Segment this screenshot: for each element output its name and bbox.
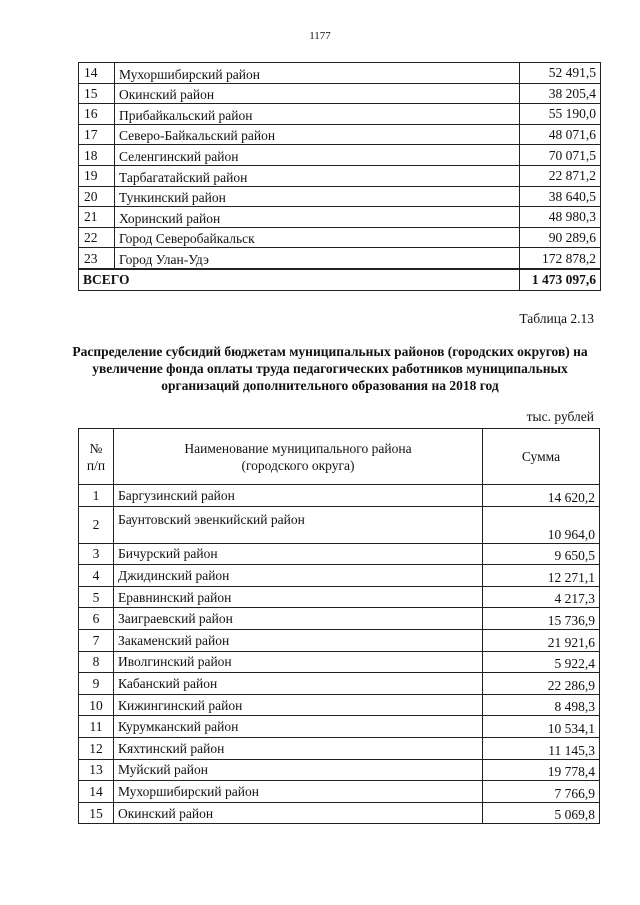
header-name [114, 429, 483, 485]
amount: 21 921,6 [483, 629, 600, 651]
row-number: 22 [79, 227, 115, 248]
row-number: 16 [79, 104, 115, 125]
row-number: 4 [79, 565, 114, 587]
amount: 12 271,1 [483, 565, 600, 587]
row-number: 9 [79, 673, 114, 695]
district-name: Хоринский район [115, 207, 520, 228]
amount: 4 217,3 [483, 586, 600, 608]
header-name-line2: (городского округа) [241, 457, 355, 473]
row-number: 19 [79, 165, 115, 186]
district-name: Муйский район [114, 759, 483, 781]
amount: 8 498,3 [483, 694, 600, 716]
amount: 5 922,4 [483, 651, 600, 673]
amount: 48 071,6 [520, 124, 601, 145]
district-name: Кижингинский район [114, 694, 483, 716]
table-row [79, 759, 600, 781]
row-number: 6 [79, 608, 114, 630]
table-row [79, 802, 600, 824]
total-label: ВСЕГО [79, 269, 520, 290]
row-number: 14 [79, 63, 115, 84]
table-caption: Таблица 2.13 [519, 311, 594, 326]
row-number: 15 [79, 802, 114, 824]
district-name: Город Северобайкальск [115, 227, 520, 248]
row-number: 1 [79, 485, 114, 507]
table-row [79, 673, 600, 695]
table-row [79, 104, 601, 125]
district-name: Город Улан-Удэ [115, 248, 520, 269]
units-label: тыс. рублей [526, 409, 594, 424]
amount: 11 145,3 [483, 737, 600, 759]
district-name: Закаменский район [114, 629, 483, 651]
row-number: 23 [79, 248, 115, 269]
district-name: Бичурский район [114, 543, 483, 565]
amount: 52 491,5 [520, 63, 601, 84]
table-row [79, 165, 601, 186]
district-name: Тарбагатайский район [115, 165, 520, 186]
table-row [79, 63, 601, 84]
amount: 172 878,2 [520, 248, 601, 269]
row-number: 21 [79, 207, 115, 228]
header-num [79, 429, 114, 485]
table-row [79, 586, 600, 608]
table-row [79, 737, 600, 759]
district-name: Окинский район [114, 802, 483, 824]
district-name: Селенгинский район [115, 145, 520, 166]
amount: 38 205,4 [520, 83, 601, 104]
header-num-symbol: № [89, 440, 103, 456]
table-row [79, 227, 601, 248]
row-number: 2 [79, 506, 114, 543]
row-number: 3 [79, 543, 114, 565]
table-row [79, 781, 600, 803]
amount: 10 534,1 [483, 716, 600, 738]
district-name: Еравнинский район [114, 586, 483, 608]
row-number: 12 [79, 737, 114, 759]
table-row [79, 629, 600, 651]
amount: 10 964,0 [483, 506, 600, 543]
amount: 22 871,2 [520, 165, 601, 186]
table-row [79, 83, 601, 104]
district-name: Мухоршибирский район [114, 781, 483, 803]
amount: 7 766,9 [483, 781, 600, 803]
district-name: Баргузинский район [114, 485, 483, 507]
amount: 38 640,5 [520, 186, 601, 207]
header-name-line1: Наименование муниципального района [184, 440, 412, 456]
table-row [79, 145, 601, 166]
amount: 90 289,6 [520, 227, 601, 248]
district-name: Кабанский район [114, 673, 483, 695]
district-name: Курумканский район [114, 716, 483, 738]
subsidy-table-continued [78, 62, 601, 291]
row-number: 20 [79, 186, 115, 207]
district-name: Тункинский район [115, 186, 520, 207]
table-row [79, 565, 600, 587]
district-name: Северо-Байкальский район [115, 124, 520, 145]
total-amount: 1 473 097,6 [520, 269, 601, 290]
district-name: Заиграевский район [114, 608, 483, 630]
table-row [79, 694, 600, 716]
amount: 15 736,9 [483, 608, 600, 630]
table-title: Распределение субсидий бюджетам муниципальных районов (городских округов) на увеличение фонда оплаты труда педагогических работников муниципальных организаций дополнительного образования на 2018 год [72, 344, 588, 393]
row-number: 10 [79, 694, 114, 716]
header-sum: Сумма [483, 429, 600, 485]
table-row [79, 124, 601, 145]
row-number: 7 [79, 629, 114, 651]
table-row [79, 651, 600, 673]
table-row [79, 207, 601, 228]
table-row [79, 716, 600, 738]
total-row [79, 269, 601, 290]
row-number: 8 [79, 651, 114, 673]
table-row [79, 506, 600, 543]
table-row [79, 186, 601, 207]
district-name: Джидинский район [114, 565, 483, 587]
district-name: Окинский район [115, 83, 520, 104]
district-name: Кяхтинский район [114, 737, 483, 759]
row-number: 18 [79, 145, 115, 166]
table-row [79, 543, 600, 565]
amount: 55 190,0 [520, 104, 601, 125]
amount: 22 286,9 [483, 673, 600, 695]
row-number: 14 [79, 781, 114, 803]
amount: 19 778,4 [483, 759, 600, 781]
amount: 70 071,5 [520, 145, 601, 166]
district-name: Мухоршибирский район [115, 63, 520, 84]
amount: 14 620,2 [483, 485, 600, 507]
district-name: Баунтовский эвенкийский район [114, 506, 483, 543]
district-name: Иволгинский район [114, 651, 483, 673]
amount: 48 980,3 [520, 207, 601, 228]
row-number: 15 [79, 83, 115, 104]
table-header-row [79, 429, 600, 485]
subsidy-table-2-13 [78, 428, 600, 824]
district-name: Прибайкальский район [115, 104, 520, 125]
amount: 5 069,8 [483, 802, 600, 824]
table-row [79, 485, 600, 507]
amount: 9 650,5 [483, 543, 600, 565]
header-num-abbr: п/п [86, 457, 106, 473]
table-row [79, 248, 601, 269]
row-number: 13 [79, 759, 114, 781]
table-row [79, 608, 600, 630]
row-number: 11 [79, 716, 114, 738]
row-number: 5 [79, 586, 114, 608]
row-number: 17 [79, 124, 115, 145]
page-number: 1177 [309, 30, 331, 42]
